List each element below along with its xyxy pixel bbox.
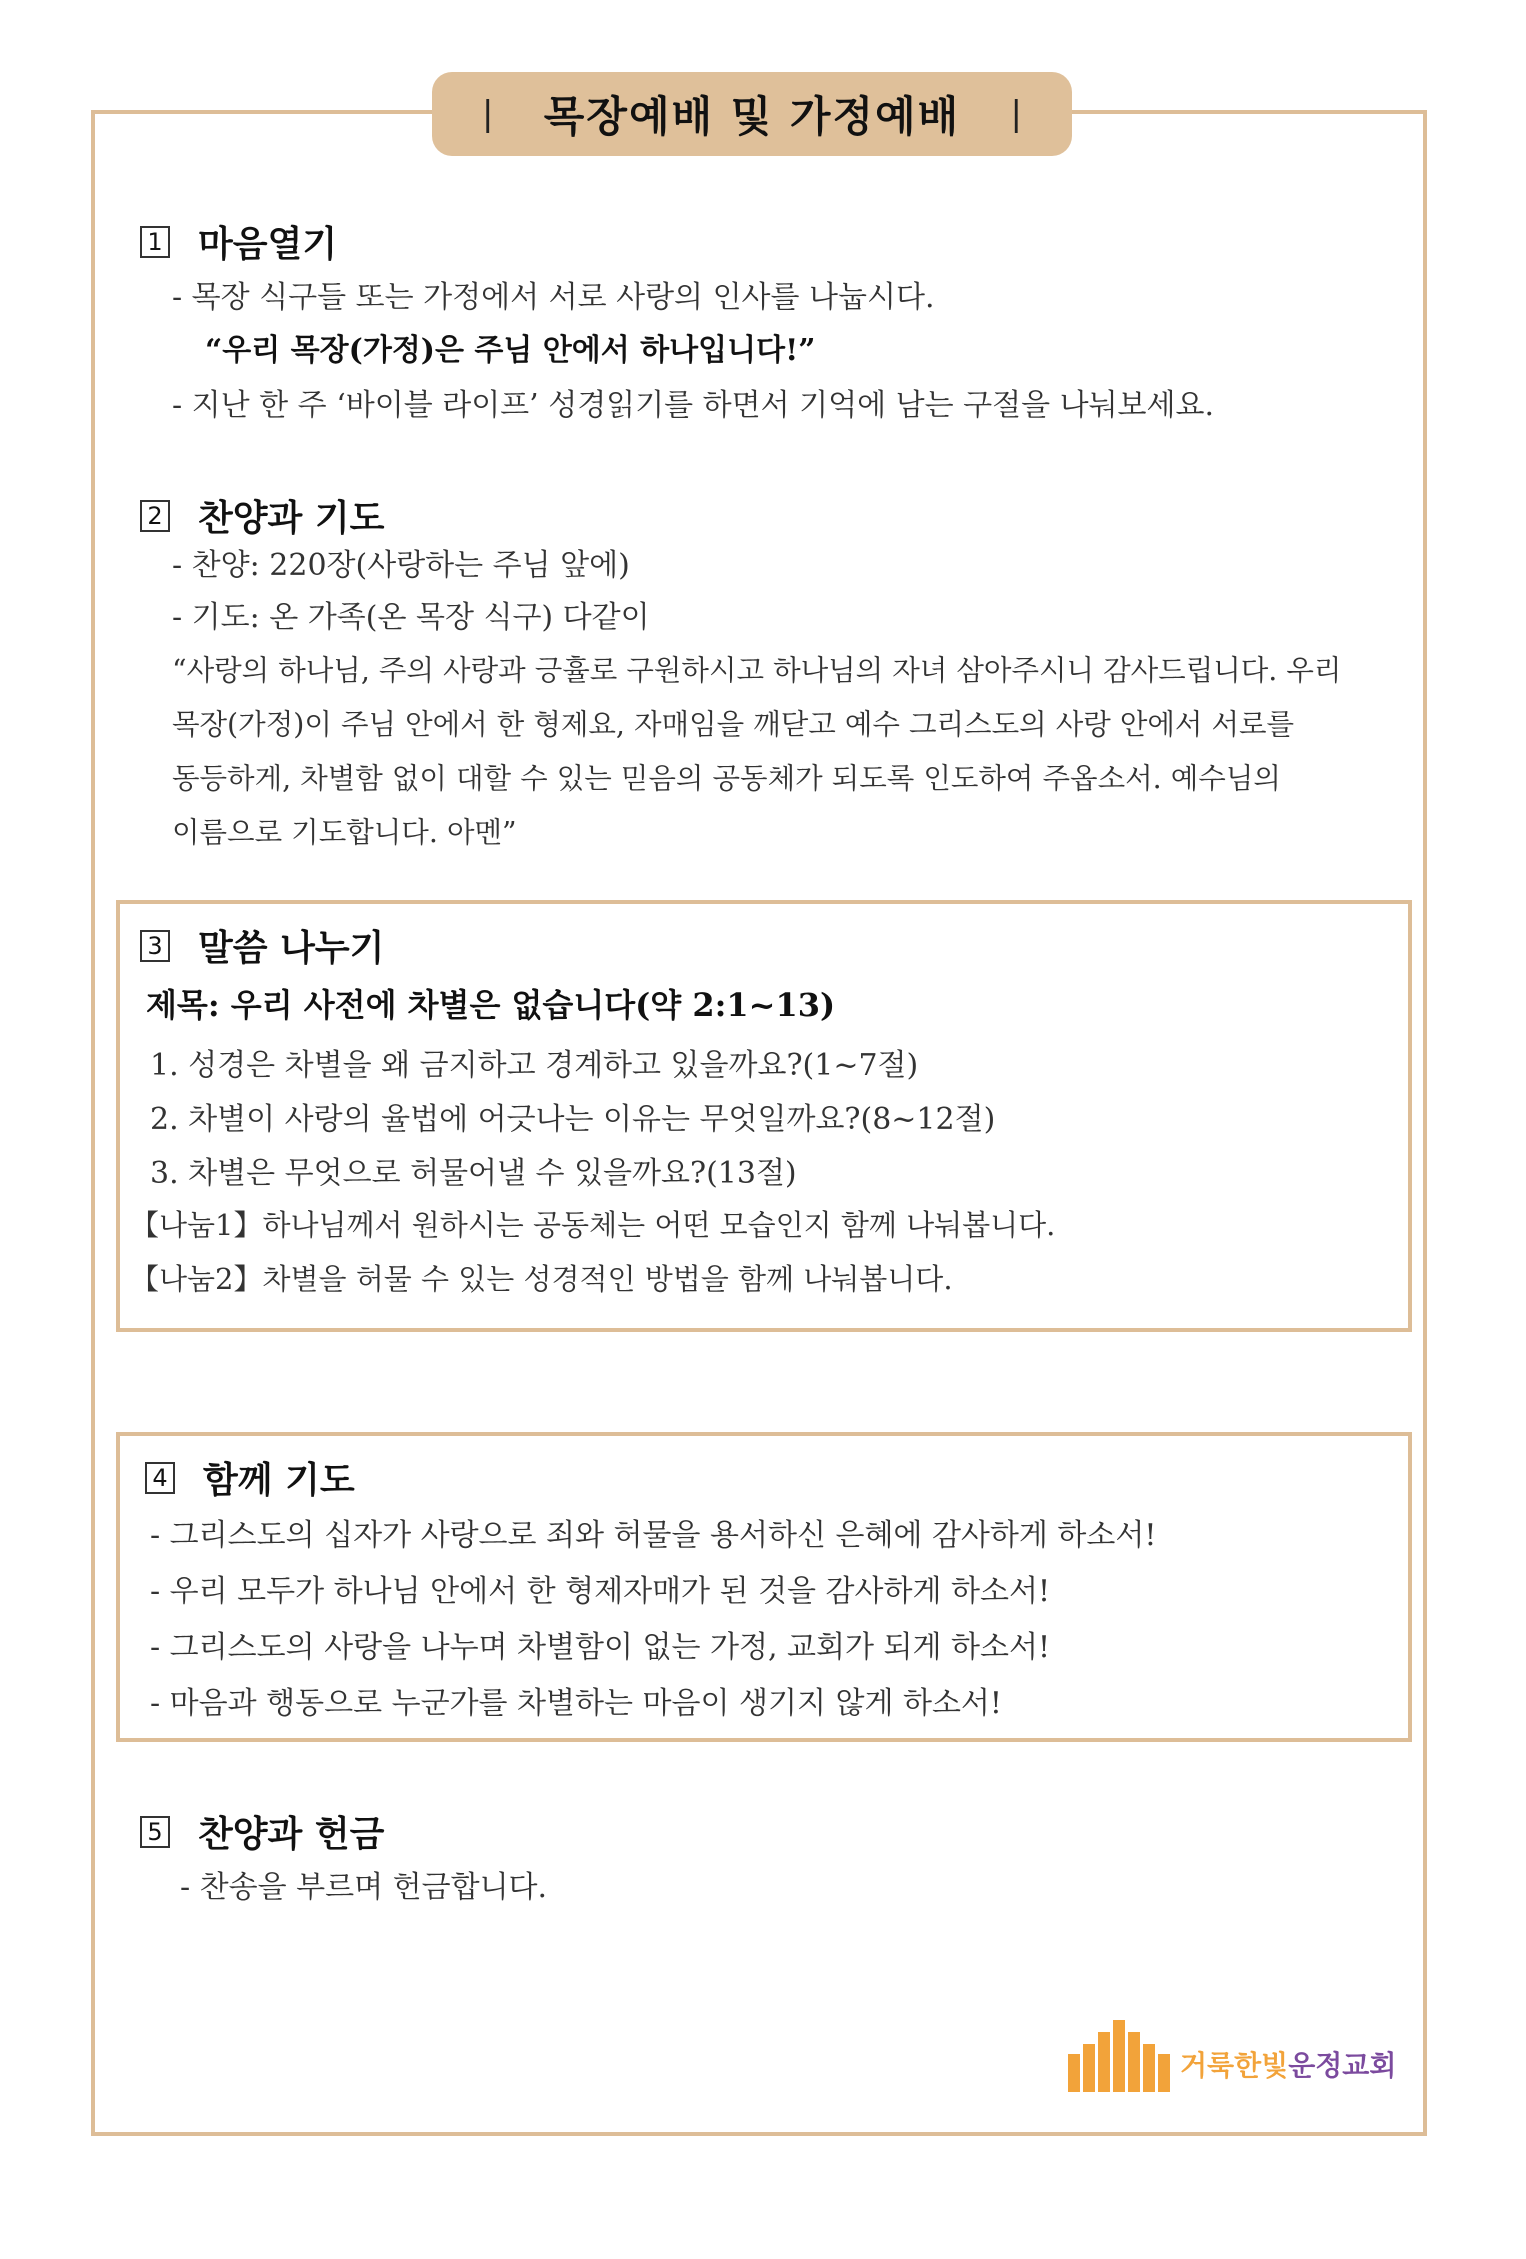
section-4-prayer: - 우리 모두가 하나님 안에서 한 형제자매가 된 것을 감사하게 하소서! — [150, 1574, 1051, 1609]
church-name-part1: 거룩한빛 — [1180, 2049, 1289, 2082]
section-4-heading — [145, 1452, 355, 1503]
page-title: 목장예배 및 가정예배 — [543, 92, 961, 141]
section-2-number: 2 — [140, 500, 170, 532]
section-5-number: 5 — [140, 1816, 170, 1848]
section-1-heading — [140, 216, 337, 267]
section-1-number: 1 — [140, 226, 170, 258]
section-3-number: 3 — [140, 930, 170, 962]
title-banner — [432, 72, 1072, 156]
church-name-part2: 운정교회 — [1288, 2049, 1397, 2082]
section-2-prayer-line: “사랑의 하나님, 주의 사랑과 긍휼로 구원하시고 하나님의 자녀 삼아주시니 감사드립니다. 우리 — [172, 654, 1342, 687]
section-4-prayer: - 그리스도의 십자가 사랑으로 죄와 허물을 용서하신 은혜에 감사하게 하소서! — [150, 1518, 1157, 1553]
section-3-question: 1. 성경은 차별을 왜 금지하고 경계하고 있을까요?(1~7절) — [150, 1048, 919, 1083]
title-bar-left: | — [482, 94, 494, 134]
section-3-share: 【나눔1】하나님께서 원하시는 공동체는 어떤 모습인지 함께 나눠봅니다. — [130, 1208, 1056, 1242]
section-2-prayer-line: 이름으로 기도합니다. 아멘” — [172, 816, 517, 849]
section-3-title: 말씀 나누기 — [198, 927, 385, 969]
section-2-line: - 기도: 온 가족(온 목장 식구) 다같이 — [172, 600, 650, 635]
title-bar-right: | — [1010, 94, 1022, 134]
section-2-prayer-line: 목장(가정)이 주님 안에서 한 형제요, 자매임을 깨닫고 예수 그리스도의 사랑 안에서 서로를 — [172, 708, 1295, 741]
section-3-question: 3. 차별은 무엇으로 허물어낼 수 있을까요?(13절) — [150, 1156, 797, 1191]
section-2-line: - 찬양: 220장(사랑하는 주님 앞에) — [172, 548, 630, 583]
section-4-prayer: - 그리스도의 사랑을 나누며 차별함이 없는 가정, 교회가 되게 하소서! — [150, 1630, 1051, 1665]
section-2-prayer-line: 동등하게, 차별함 없이 대할 수 있는 믿음의 공동체가 되도록 인도하여 주옵소서. 예수님의 — [172, 762, 1281, 795]
section-5-title: 찬양과 헌금 — [198, 1813, 385, 1855]
section-4-title: 함께 기도 — [203, 1459, 355, 1501]
section-1-line: “우리 목장(가정)은 주님 안에서 하나입니다!” — [205, 333, 816, 368]
section-3-heading — [140, 920, 384, 971]
section-3-share: 【나눔2】차별을 허물 수 있는 성경적인 방법을 함께 나눠봅니다. — [130, 1262, 953, 1296]
section-4-number: 4 — [145, 1462, 175, 1494]
section-2-heading — [140, 490, 384, 541]
section-5-heading — [140, 1806, 384, 1857]
section-1-line: - 목장 식구들 또는 가정에서 서로 사랑의 인사를 나눕시다. — [172, 280, 935, 315]
section-2-title: 찬양과 기도 — [198, 497, 385, 539]
section-5-line: - 찬송을 부르며 헌금합니다. — [180, 1870, 548, 1905]
section-3-subject: 제목: 우리 사전에 차별은 없습니다(약 2:1~13) — [146, 986, 836, 1024]
church-name — [1180, 2044, 1396, 2084]
section-1-line: - 지난 한 주 ‘바이블 라이프’ 성경읽기를 하면서 기억에 남는 구절을 나눠보세요. — [172, 388, 1215, 423]
section-3-question: 2. 차별이 사랑의 율법에 어긋나는 이유는 무엇일까요?(8~12절) — [150, 1102, 996, 1137]
section-4-prayer: - 마음과 행동으로 누군가를 차별하는 마음이 생기지 않게 하소서! — [150, 1686, 1002, 1721]
section-1-title: 마음열기 — [198, 223, 338, 265]
